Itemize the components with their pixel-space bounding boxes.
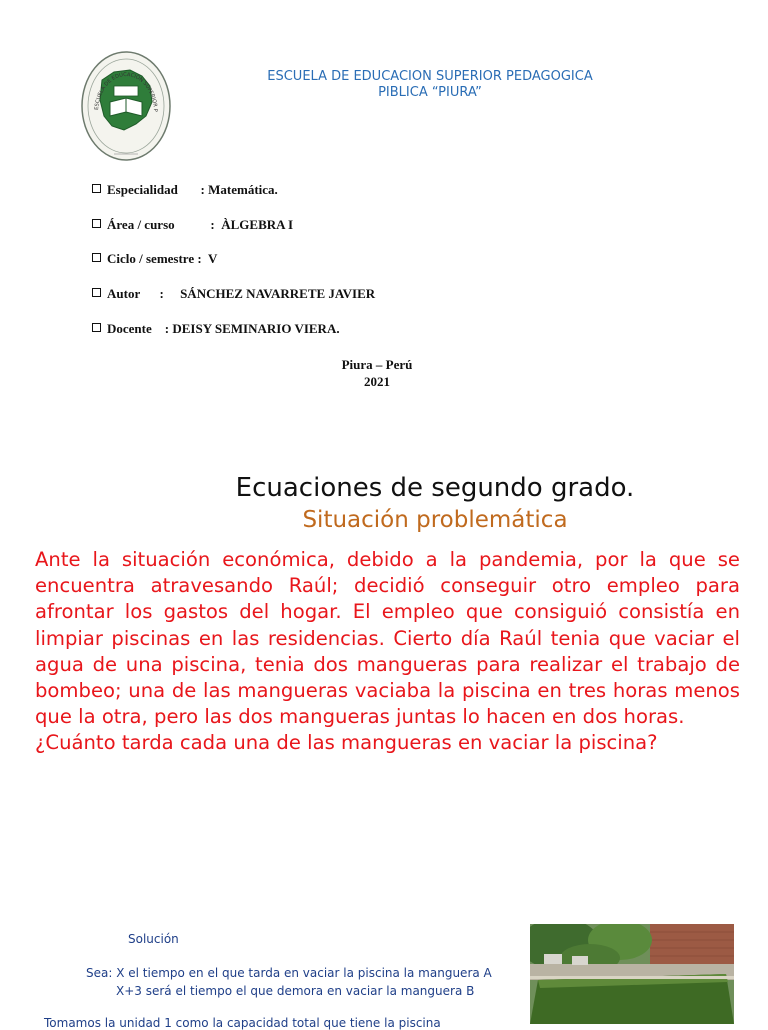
seal-graphic bbox=[80, 50, 172, 162]
problem-statement bbox=[35, 547, 740, 757]
info-value: ÀLGEBRA I bbox=[221, 217, 294, 232]
info-row-autor bbox=[92, 286, 375, 302]
solution-label: Solución bbox=[128, 932, 179, 946]
info-label: Área / curso bbox=[107, 217, 175, 232]
info-row-area-curso bbox=[92, 217, 293, 233]
problem-paragraph: Ante la situación económica, debido a la pandemia, por la que se encuentra atravesando Raúl; decidió conseguir otro empleo para afrontar los gastos del hogar. El empleo que consiguió consistía en limpiar piscinas en las residencias. Cierto día Raúl tenia que vaciar el agua de una piscina, tenia dos mangueras para realizar el trabajo de bombeo; una de las mangueras vaciaba la piscina en tres horas menos que la otra, pero las dos mangueras juntas lo hacen en dos horas. bbox=[35, 548, 740, 729]
section-subtitle: Situación problemática bbox=[302, 507, 568, 533]
school-name bbox=[220, 69, 640, 101]
info-label: Ciclo / semestre bbox=[107, 251, 195, 266]
problem-question: ¿Cuánto tarda cada una de las mangueras en vaciar la piscina? bbox=[35, 731, 658, 755]
place-and-year bbox=[300, 356, 454, 390]
info-label: Docente bbox=[107, 321, 152, 336]
checkbox-bullet-icon bbox=[92, 288, 101, 297]
pool-image bbox=[530, 924, 734, 1024]
solution-line-1: Sea: X el tiempo en el que tarda en vaciar la piscina la manguera A bbox=[86, 966, 492, 980]
info-value: DEISY SEMINARIO VIERA. bbox=[172, 321, 340, 336]
page-title: Ecuaciones de segundo grado. bbox=[235, 473, 635, 503]
place-year: 2021 bbox=[364, 374, 390, 389]
info-value: V bbox=[207, 251, 218, 266]
info-row-docente bbox=[92, 321, 340, 337]
checkbox-bullet-icon bbox=[92, 184, 101, 193]
info-separator: : bbox=[194, 251, 208, 266]
info-row-ciclo-semestre bbox=[92, 251, 217, 267]
info-separator: : bbox=[139, 286, 181, 301]
school-name-line-2: PIBLICA “PIURA” bbox=[378, 85, 482, 100]
checkbox-bullet-icon bbox=[92, 253, 101, 262]
info-value: SÁNCHEZ NAVARRETE JAVIER bbox=[180, 286, 376, 301]
solution-line-3: Tomamos la unidad 1 como la capacidad total que tiene la piscina bbox=[44, 1016, 441, 1030]
info-label: Especialidad bbox=[107, 182, 178, 197]
solution-line-2: X+3 será el tiempo el que demora en vaciar la manguera B bbox=[116, 984, 475, 998]
checkbox-bullet-icon bbox=[92, 219, 101, 228]
info-row-especialidad bbox=[92, 182, 278, 198]
seal-ring-text: ESCUELA DE EDUCACIÓN SUPERIOR P bbox=[94, 71, 159, 112]
pool-photo bbox=[530, 924, 734, 1024]
info-label: Autor bbox=[107, 286, 140, 301]
info-separator: : bbox=[151, 321, 173, 336]
checkbox-bullet-icon bbox=[92, 323, 101, 332]
info-value: Matemática. bbox=[208, 182, 278, 197]
school-name-line-1: ESCUELA DE EDUCACION SUPERIOR PEDAGOGICA bbox=[267, 69, 593, 84]
place-city: Piura – Perú bbox=[341, 357, 413, 372]
info-separator: : bbox=[174, 217, 222, 232]
info-separator: : bbox=[177, 182, 209, 197]
school-seal bbox=[80, 50, 172, 162]
